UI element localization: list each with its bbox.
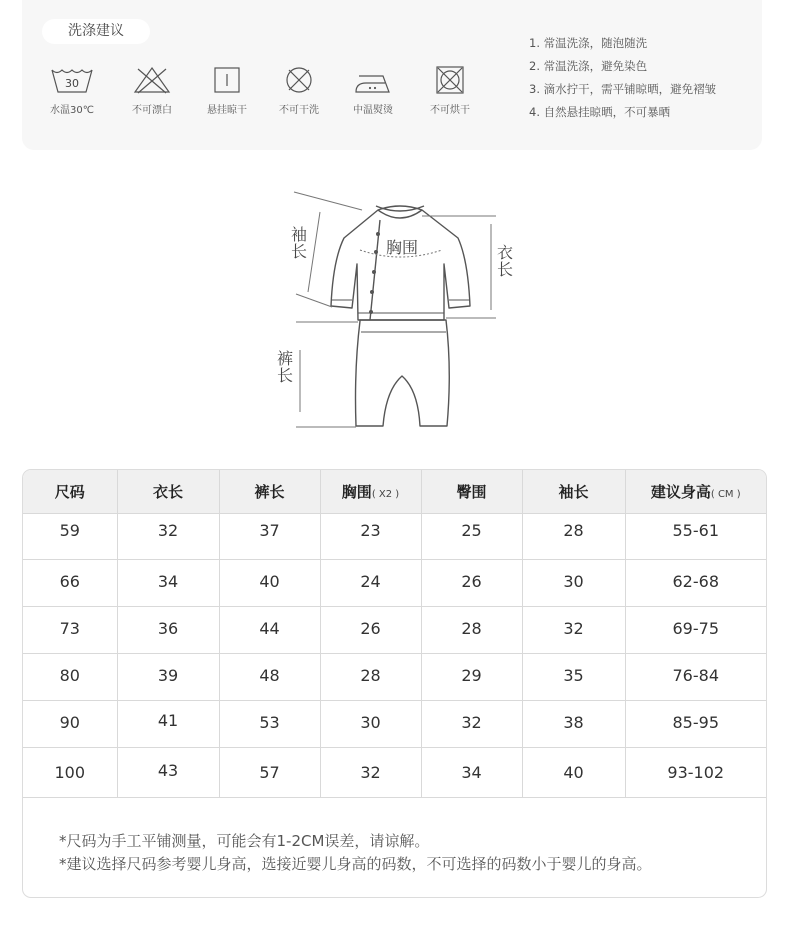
table-cell: 37 [219,514,320,560]
size-note: *尺码为手工平铺测量，可能会有1-2CM误差，请谅解。 [59,832,430,850]
table-cell: 62-68 [625,560,766,607]
header-suggested-height: 建议身高( CM ) [625,470,766,514]
table-cell: 32 [320,748,421,798]
table-cell: 57 [219,748,320,798]
table-cell: 32 [522,607,625,654]
size-table [23,470,766,798]
table-row [23,607,766,654]
no-tumble-dry-icon [435,66,465,94]
table-cell: 43 [117,748,219,798]
measurement-diagram [260,180,540,440]
iron-medium-icon [353,66,393,94]
care-instructions-list [529,33,716,125]
iron-medium-item [333,66,413,116]
table-cell: 48 [219,654,320,701]
table-row [23,654,766,701]
wash-30-item [32,66,112,116]
table-cell: 30 [522,560,625,607]
table-cell: 44 [219,607,320,654]
care-icon-label: 不可烘干 [430,105,470,116]
table-cell: 73 [23,607,117,654]
table-cell: 28 [421,607,522,654]
hang-dry-item [187,66,267,116]
no-tumble-dry-item [410,66,490,116]
table-cell: 85-95 [625,701,766,748]
garment-outline-illustration [260,180,540,440]
care-panel [22,0,762,150]
care-icon-label: 不可漂白 [132,105,172,116]
size-note: *建议选择尺码参考婴儿身高，选接近婴儿身高的码数，不可选择的码数小于婴儿的身高。 [59,855,652,873]
table-cell: 26 [421,560,522,607]
table-cell: 26 [320,607,421,654]
care-icon-label: 不可干洗 [279,105,319,116]
no-bleach-item [112,66,192,116]
table-cell: 55-61 [625,514,766,560]
table-cell: 100 [23,748,117,798]
table-cell: 28 [320,654,421,701]
wash-30-icon [50,66,94,94]
table-cell: 93-102 [625,748,766,798]
table-cell: 24 [320,560,421,607]
table-cell: 25 [421,514,522,560]
pants-length-label: 裤长 [276,349,293,385]
table-cell: 34 [117,560,219,607]
table-cell: 41 [117,701,219,748]
table-cell: 76-84 [625,654,766,701]
care-title: 洗涤建议 [42,19,150,44]
table-cell: 30 [320,701,421,748]
table-cell: 34 [421,748,522,798]
header-top-length: 衣长 [117,470,219,514]
table-cell: 36 [117,607,219,654]
chest-label: 胸围 [385,238,418,257]
table-cell: 28 [522,514,625,560]
header-hip: 臀围 [421,470,522,514]
top-length-label: 衣长 [496,243,513,279]
no-bleach-icon [132,66,172,94]
table-row [23,701,766,748]
table-cell: 66 [23,560,117,607]
table-cell: 90 [23,701,117,748]
table-cell: 32 [421,701,522,748]
table-row [23,560,766,607]
care-instruction: 3. 滴水拧干，需平铺晾晒，避免褶皱 [529,82,717,96]
header-pants-length: 裤长 [219,470,320,514]
table-cell: 80 [23,654,117,701]
table-cell: 69-75 [625,607,766,654]
table-header-row [23,470,766,514]
header-size: 尺码 [23,470,117,514]
header-chest: 胸围( X2 ) [320,470,421,514]
hang-dry-icon [212,66,242,94]
header-sleeve-length: 袖长 [522,470,625,514]
table-row [23,748,766,798]
table-cell: 40 [522,748,625,798]
table-cell: 40 [219,560,320,607]
care-icon-label: 水温30℃ [50,105,94,116]
size-table-card [22,469,767,898]
table-cell: 53 [219,701,320,748]
table-cell: 39 [117,654,219,701]
care-instruction: 4. 自然悬挂晾晒，不可暴晒 [529,105,671,119]
care-instruction: 2. 常温洗涤，避免染色 [529,59,648,73]
table-row [23,514,766,560]
care-icon-label: 中温熨烫 [353,105,393,116]
table-cell: 23 [320,514,421,560]
table-cell: 32 [117,514,219,560]
size-notes [59,830,652,876]
care-icon-label: 悬挂晾干 [207,105,247,116]
wash-temp-text: 30 [65,77,79,90]
sleeve-length-label: 袖长 [290,225,307,261]
table-cell: 35 [522,654,625,701]
table-cell: 59 [23,514,117,560]
table-cell: 29 [421,654,522,701]
no-dry-clean-icon [284,66,314,94]
no-dry-clean-item [259,66,339,116]
table-cell: 38 [522,701,625,748]
care-instruction: 1. 常温洗涤，随泡随洗 [529,36,648,50]
